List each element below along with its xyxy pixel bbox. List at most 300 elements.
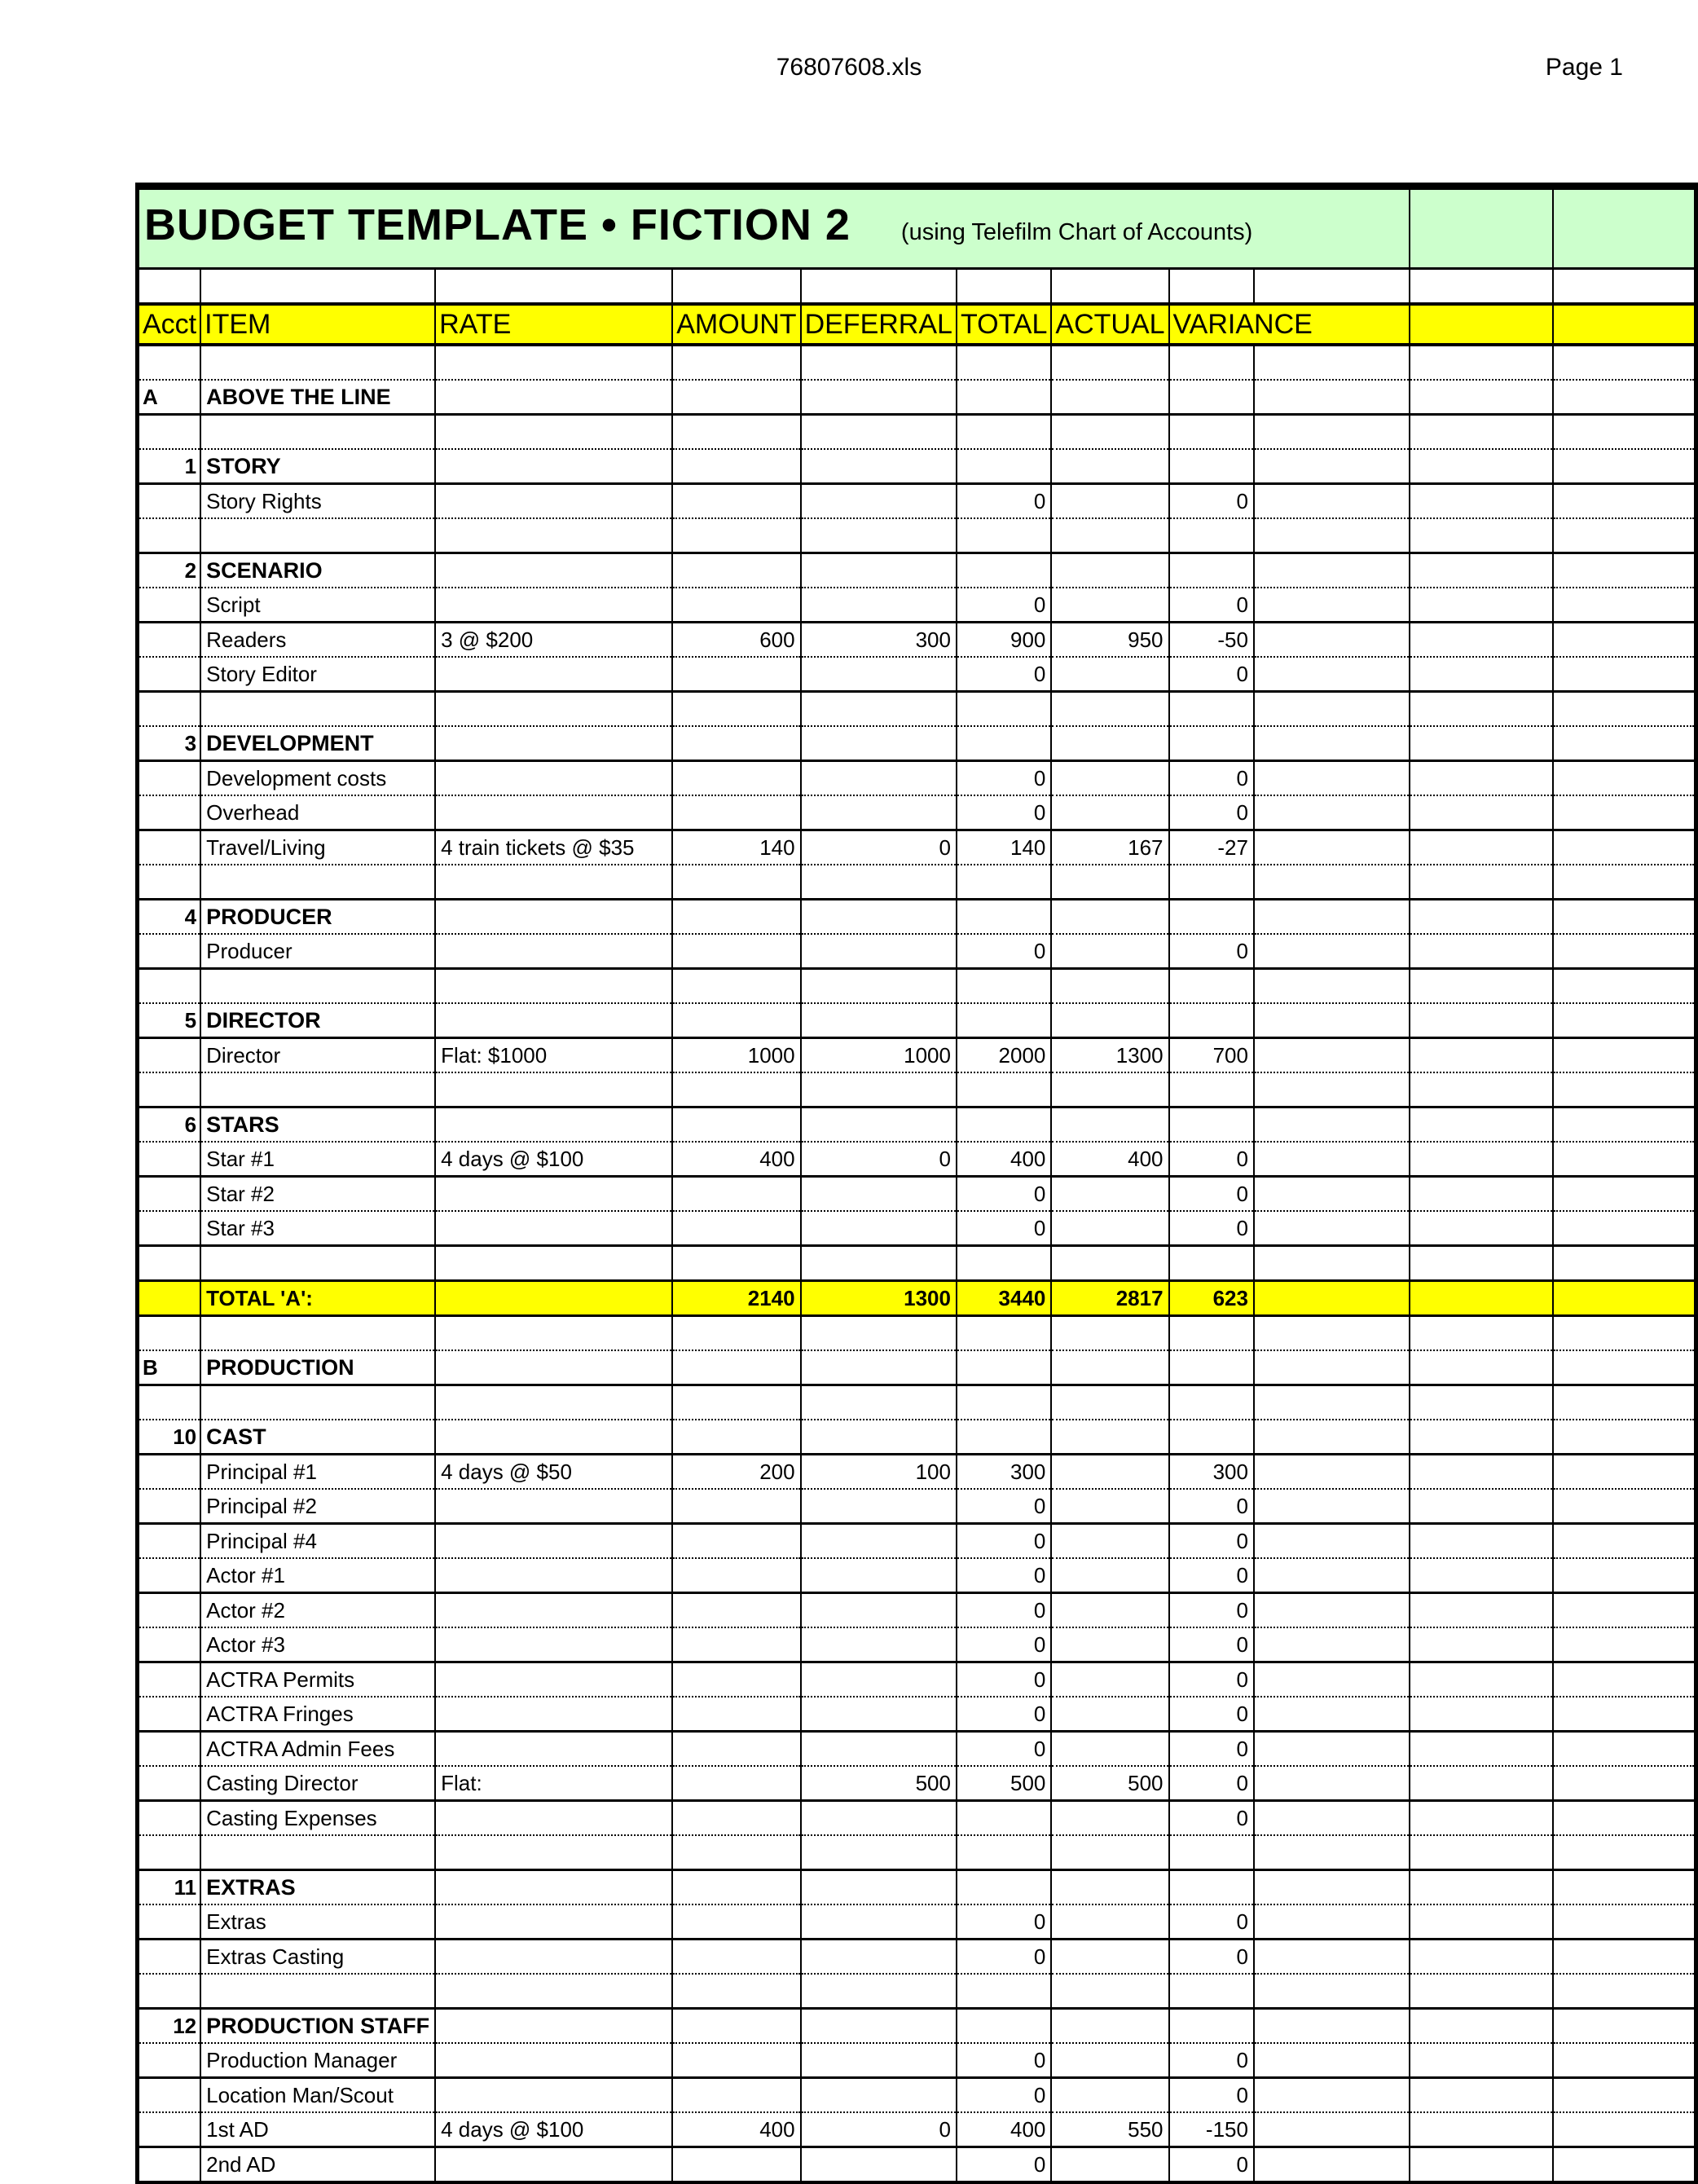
cell-amount [672,518,800,553]
cell-actual [1051,2078,1168,2113]
cell-filler [1553,1038,1696,1073]
cell-item: Script [200,588,435,623]
cell-actual [1051,345,1168,380]
cell-rate: Flat: $1000 [435,1038,672,1073]
cell-defer [801,900,957,935]
cell-filler [1254,1281,1410,1316]
cell-filler [1410,1558,1553,1593]
cell-actual [1051,1177,1168,1212]
cell-filler [1410,518,1553,553]
cell-filler [1410,1211,1553,1246]
cell-filler [1553,692,1696,727]
cell-rate [435,1281,672,1316]
cell-amount [672,1558,800,1593]
cell-total: 0 [957,1558,1051,1593]
cell-total: 0 [957,1662,1051,1697]
cell-acct: 11 [138,1870,201,1905]
cell-variance: 0 [1169,1940,1254,1975]
row-blank [138,1835,1696,1870]
cell-filler [1410,345,1553,380]
cell-acct [138,1766,201,1801]
cell-filler [1254,1732,1410,1767]
cell-rate [435,1385,672,1420]
cell-actual [1051,1974,1168,2009]
cell-actual [1051,1627,1168,1662]
cell-filler [1410,2043,1553,2078]
row-data [138,1801,1696,1836]
cell-filler [1410,1038,1553,1073]
cell-rate [435,1316,672,1351]
cell-total: 0 [957,934,1051,969]
cell-defer [801,2009,957,2044]
cell-variance: -27 [1169,830,1254,865]
cell-total: 0 [957,1904,1051,1940]
cell-rate: 4 days @ $50 [435,1455,672,1490]
cell-variance: 623 [1169,1281,1254,1316]
row-header [138,304,1696,345]
cell-filler [1254,1904,1410,1940]
cell-acct [138,1801,201,1836]
cell-rate: 4 days @ $100 [435,2112,672,2147]
cell-item: Development costs [200,761,435,796]
cell-item: 1st AD [200,2112,435,2147]
cell-variance: 0 [1169,1489,1254,1524]
cell-filler [1254,1455,1410,1490]
cell-actual [1051,449,1168,484]
cell-filler [1553,623,1696,658]
cell-filler [1254,2009,1410,2044]
cell-filler [1553,2112,1696,2147]
cell-total: 0 [957,1627,1051,1662]
cell-filler [1410,865,1553,900]
cell-total: 0 [957,2043,1051,2078]
cell-item [200,1316,435,1351]
cell-actual [1051,1732,1168,1767]
cell-acct [138,415,201,450]
cell-item: Extras [200,1904,435,1940]
cell-actual [1051,1316,1168,1351]
title-filler [1410,187,1553,269]
cell-item: Star #3 [200,1211,435,1246]
cell-amount [672,1593,800,1628]
cell-filler [1410,1177,1553,1212]
cell-rate [435,2147,672,2183]
cell-variance [1169,1385,1254,1420]
cell-defer [801,1558,957,1593]
cell-amount [672,969,800,1004]
cell-item: ABOVE THE LINE [200,380,435,415]
cell-defer [801,1904,957,1940]
cell-filler [1553,830,1696,865]
cell-defer [801,484,957,519]
row-data [138,2078,1696,2113]
cell-total: 0 [957,1593,1051,1628]
cell-filler [1410,2112,1553,2147]
cell-acct [138,1904,201,1940]
cell-amount [672,1177,800,1212]
cell-variance [1169,692,1254,727]
cell-acct [138,1940,201,1975]
title-filler [1553,187,1696,269]
row-data [138,830,1696,865]
cell-amount [672,1107,800,1143]
cell-filler [1254,761,1410,796]
cell-actual [1051,1385,1168,1420]
cell-filler [1410,1940,1553,1975]
cell-item: TOTAL 'A': [200,1281,435,1316]
cell-filler [1553,900,1696,935]
cell-rate [435,1627,672,1662]
cell-acct [138,1072,201,1107]
cell-filler [1410,726,1553,761]
cell-item: PRODUCER [200,900,435,935]
cell-filler [1254,1801,1410,1836]
cell-acct [138,1281,201,1316]
cell-amount [672,1940,800,1975]
cell-actual [1051,2147,1168,2183]
row-total [138,1281,1696,1316]
cell-filler [1410,380,1553,415]
cell-acct [138,1558,201,1593]
cell-variance [1169,1246,1254,1281]
cell-total [957,553,1051,588]
cell-total [957,1246,1051,1281]
cell-filler [1254,1107,1410,1143]
cell-rate [435,449,672,484]
cell-actual: 950 [1051,623,1168,658]
cell-rate [435,269,672,305]
cell-filler [1410,969,1553,1004]
cell-actual [1051,795,1168,830]
cell-variance [1169,1350,1254,1385]
cell-defer: 300 [801,623,957,658]
row-blank [138,969,1696,1004]
cell-defer [801,1940,957,1975]
cell-total: 0 [957,484,1051,519]
column-header-acct: Acct [138,304,201,345]
cell-filler [1410,1489,1553,1524]
cell-variance [1169,2009,1254,2044]
cell-variance: 0 [1169,1142,1254,1177]
cell-filler [1410,1281,1553,1316]
column-header-rate: RATE [435,304,672,345]
cell-rate [435,1662,672,1697]
row-data [138,1593,1696,1628]
cell-filler [1254,900,1410,935]
cell-defer [801,269,957,305]
cell-filler [1410,1003,1553,1038]
row-blank [138,865,1696,900]
cell-filler [1553,657,1696,692]
cell-rate [435,726,672,761]
row-data [138,934,1696,969]
cell-item: DEVELOPMENT [200,726,435,761]
cell-variance: 0 [1169,761,1254,796]
cell-acct: 5 [138,1003,201,1038]
cell-amount [672,2078,800,2113]
cell-filler [1553,269,1696,305]
cell-amount: 600 [672,623,800,658]
cell-filler [1553,2147,1696,2183]
cell-filler [1553,553,1696,588]
row-blank [138,1974,1696,2009]
cell-filler [1254,2043,1410,2078]
cell-filler [1410,1974,1553,2009]
cell-filler [1254,1246,1410,1281]
cell-actual [1051,1524,1168,1559]
cell-actual [1051,1003,1168,1038]
cell-amount [672,415,800,450]
cell-filler [1553,1593,1696,1628]
cell-item [200,1974,435,2009]
cell-filler [1410,1766,1553,1801]
cell-filler [1410,761,1553,796]
cell-filler [1553,1420,1696,1455]
cell-defer [801,345,957,380]
cell-filler [1553,934,1696,969]
cell-item [200,269,435,305]
header-filler [1553,304,1696,345]
row-data [138,1177,1696,1212]
cell-amount [672,795,800,830]
cell-item: Casting Director [200,1766,435,1801]
row-blank [138,1316,1696,1351]
cell-defer: 0 [801,1142,957,1177]
cell-item: SCENARIO [200,553,435,588]
cell-acct [138,1211,201,1246]
cell-filler [1254,1420,1410,1455]
cell-filler [1410,934,1553,969]
cell-defer [801,1385,957,1420]
cell-filler [1410,1072,1553,1107]
cell-rate [435,380,672,415]
row-section [138,1003,1696,1038]
row-data [138,1627,1696,1662]
cell-total [957,345,1051,380]
cell-variance [1169,1072,1254,1107]
cell-defer: 1000 [801,1038,957,1073]
cell-defer [801,2043,957,2078]
cell-filler [1410,1107,1553,1143]
cell-actual: 1300 [1051,1038,1168,1073]
cell-amount: 140 [672,830,800,865]
cell-filler [1254,1489,1410,1524]
cell-variance: 0 [1169,657,1254,692]
cell-total: 2000 [957,1038,1051,1073]
cell-filler [1553,761,1696,796]
cell-defer [801,1316,957,1351]
cell-filler [1254,518,1410,553]
cell-filler [1410,553,1553,588]
cell-item: DIRECTOR [200,1003,435,1038]
cell-filler [1410,588,1553,623]
cell-item: PRODUCTION [200,1350,435,1385]
cell-defer [801,449,957,484]
cell-filler [1553,1246,1696,1281]
cell-item: Principal #1 [200,1455,435,1490]
cell-defer [801,1801,957,1836]
cell-defer: 500 [801,1766,957,1801]
budget-table [135,183,1698,2184]
cell-variance: 0 [1169,1732,1254,1767]
cell-item: ACTRA Admin Fees [200,1732,435,1767]
cell-filler [1410,2078,1553,2113]
cell-filler [1553,1072,1696,1107]
cell-amount [672,1489,800,1524]
cell-acct [138,657,201,692]
cell-filler [1254,1766,1410,1801]
cell-defer [801,1420,957,1455]
cell-rate [435,1246,672,1281]
cell-total: 900 [957,623,1051,658]
cell-rate [435,1558,672,1593]
row-data [138,1697,1696,1732]
cell-item: Extras Casting [200,1940,435,1975]
row-data [138,484,1696,519]
cell-defer [801,518,957,553]
cell-filler [1410,2009,1553,2044]
cell-item: Casting Expenses [200,1801,435,1836]
cell-variance: 0 [1169,1801,1254,1836]
cell-amount [672,1697,800,1732]
cell-total [957,692,1051,727]
cell-acct [138,934,201,969]
cell-filler [1254,1003,1410,1038]
row-blank [138,415,1696,450]
cell-variance [1169,518,1254,553]
cell-acct [138,1627,201,1662]
cell-filler [1254,1072,1410,1107]
cell-item: Principal #4 [200,1524,435,1559]
cell-variance [1169,449,1254,484]
cell-actual [1051,865,1168,900]
cell-filler [1410,484,1553,519]
cell-filler [1410,1246,1553,1281]
row-section [138,380,1696,415]
cell-rate: 4 train tickets @ $35 [435,830,672,865]
cell-item: CAST [200,1420,435,1455]
cell-filler [1410,795,1553,830]
row-data [138,1455,1696,1490]
cell-actual [1051,2009,1168,2044]
cell-item: STARS [200,1107,435,1143]
cell-acct [138,623,201,658]
cell-amount [672,657,800,692]
cell-defer [801,657,957,692]
cell-variance: 0 [1169,2078,1254,2113]
cell-defer [801,726,957,761]
row-blank [138,1072,1696,1107]
cell-filler [1553,969,1696,1004]
cell-total: 0 [957,795,1051,830]
cell-acct: 4 [138,900,201,935]
cell-variance [1169,1974,1254,2009]
cell-rate [435,1524,672,1559]
cell-rate [435,1974,672,2009]
cell-acct [138,1142,201,1177]
cell-rate [435,484,672,519]
cell-total: 400 [957,2112,1051,2147]
cell-filler [1553,1801,1696,1836]
row-section [138,726,1696,761]
cell-actual [1051,1420,1168,1455]
cell-actual [1051,1593,1168,1628]
cell-acct [138,1455,201,1490]
cell-total [957,518,1051,553]
cell-item: 2nd AD [200,2147,435,2183]
cell-actual [1051,2043,1168,2078]
cell-item: Readers [200,623,435,658]
cell-filler [1254,1835,1410,1870]
cell-filler [1410,1593,1553,1628]
cell-filler [1410,1697,1553,1732]
cell-total [957,1835,1051,1870]
cell-amount: 2140 [672,1281,800,1316]
cell-filler [1410,449,1553,484]
cell-variance: 700 [1169,1038,1254,1073]
cell-amount [672,1766,800,1801]
cell-variance [1169,900,1254,935]
cell-filler [1410,1835,1553,1870]
cell-acct [138,1974,201,2009]
cell-variance: 0 [1169,795,1254,830]
cell-filler [1553,588,1696,623]
cell-filler [1254,415,1410,450]
cell-rate [435,1801,672,1836]
cell-rate [435,1870,672,1905]
cell-filler [1553,1281,1696,1316]
cell-filler [1254,2147,1410,2183]
cell-actual [1051,934,1168,969]
cell-amount [672,1420,800,1455]
row-blank [138,269,1696,305]
cell-actual [1051,1211,1168,1246]
cell-acct [138,2043,201,2078]
cell-filler [1254,1142,1410,1177]
cell-filler [1410,657,1553,692]
cell-variance: 0 [1169,1697,1254,1732]
column-header-defer: DEFERRAL [801,304,957,345]
page-number-label: Page 1 [1545,54,1623,81]
cell-defer [801,934,957,969]
row-data [138,1940,1696,1975]
cell-filler [1553,449,1696,484]
row-data [138,588,1696,623]
cell-filler [1553,1455,1696,1490]
cell-filler [1410,1870,1553,1905]
cell-amount [672,345,800,380]
budget-table-body [138,187,1696,2183]
cell-total [957,2009,1051,2044]
cell-filler [1410,1627,1553,1662]
cell-item: Story Rights [200,484,435,519]
cell-filler [1553,726,1696,761]
cell-item: Star #2 [200,1177,435,1212]
cell-amount [672,2043,800,2078]
cell-rate [435,692,672,727]
cell-defer [801,1835,957,1870]
row-data [138,657,1696,692]
cell-rate [435,934,672,969]
cell-acct: B [138,1350,201,1385]
cell-defer [801,1593,957,1628]
cell-amount [672,553,800,588]
cell-filler [1254,1350,1410,1385]
cell-rate [435,2043,672,2078]
row-section [138,2009,1696,2044]
cell-total: 3440 [957,1281,1051,1316]
cell-filler [1410,1316,1553,1351]
